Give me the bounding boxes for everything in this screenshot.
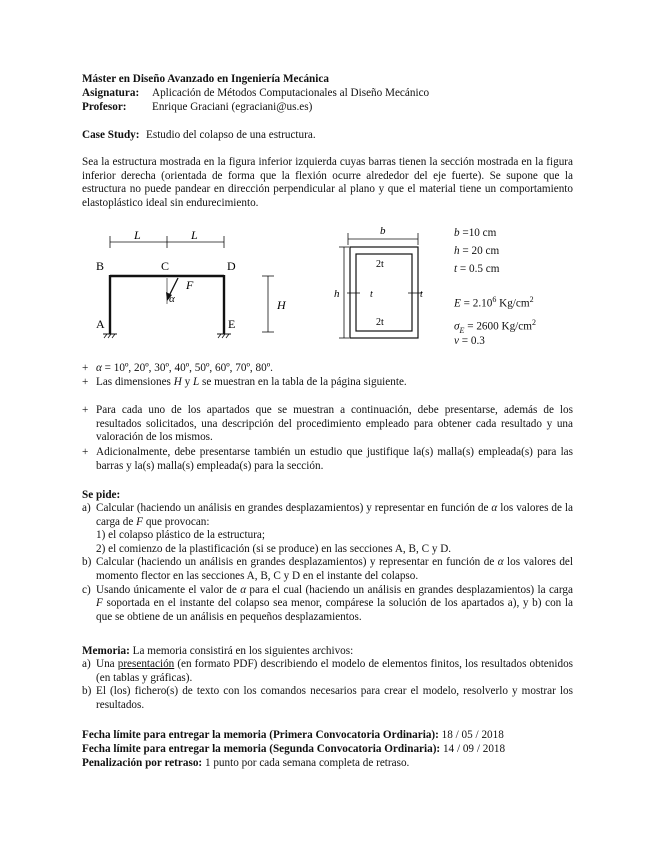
- course-title: Máster en Diseño Avanzado en Ingeniería Mecánica: [82, 73, 329, 85]
- force-label: F: [186, 278, 194, 292]
- bullet-mesh: + Adicionalmente, debe presentarse también un estudio que justifique la(s) malla(s) empleada(s) para las barras y la(s) malla(s) empleada(s) para la sección.: [82, 446, 573, 472]
- dim-h-label: h: [334, 288, 340, 300]
- node-A: A: [96, 317, 105, 331]
- support-E-icon: [217, 334, 231, 338]
- intro-paragraph: Sea la estructura mostrada en la figura inferior izquierda cuyas barras tienen la sección mostrada en la figura inferior derecha (orientada de forma que la flexión ocurre alrededor del eje fuerte). Se supone que la estructura no puede pandear en dirección perpendicular al plano y que el material tiene un comportamiento elastoplástico ideal sin endurecimiento.: [82, 156, 573, 209]
- deadline-second: Fecha límite para entregar la memoria (Segunda Convocatoria Ordinaria): 14 / 09 / 2018: [82, 743, 506, 755]
- case-study-value: Estudio del colapso de una estructura.: [146, 129, 316, 141]
- prop-h: h = 20 cm: [454, 245, 500, 257]
- prop-E: $E = 2.10^6$ $Kg/cm^2$: [454, 295, 534, 310]
- request-c: c) Usando únicamente el valor de α para el cual (haciendo un análisis en grandes desplazamientos) la carga F soportada en el instante del colapso sea menor, compárese la solución de los apartados a), y b) con la que se obtiene de un análisis en pequeños desplazamientos.: [82, 583, 573, 623]
- bullet-dimensions: + Las dimensiones H y L se muestran en la tabla de la página siguiente.: [82, 376, 407, 388]
- section-outer: [350, 247, 418, 338]
- prop-t: t = 0.5 cm: [454, 263, 500, 275]
- memoria-heading-row: [82, 644, 353, 658]
- alpha-label: α: [169, 293, 175, 305]
- late-penalty: Penalización por retraso: 1 punto por cada semana completa de retraso.: [82, 757, 410, 769]
- dim-L2-label: L: [191, 228, 198, 242]
- request-a-sub2: 2) el comienzo de la plastificación (si se produce) en las secciones A, B, C y D.: [96, 542, 452, 555]
- node-E: E: [228, 317, 236, 331]
- memoria-intro: La memoria consistirá en los siguientes archivos:: [129, 645, 354, 657]
- professor-label: Profesor:: [82, 101, 127, 113]
- subject-row: [82, 86, 429, 100]
- prop-sigma: $\sigma_E = 2600$ $Kg/cm^2$: [454, 318, 536, 335]
- subject-value: Aplicación de Métodos Computacionales al Diseño Mecánico: [152, 87, 430, 99]
- bullet-procedure: + Para cada uno de los apartados que se muestran a continuación, debe presentarse, además de los resultados solicitados, una descripción del procedimiento empleado para obtener cada resultado y una valoración de los mismos.: [82, 404, 573, 444]
- section-figure: [330, 222, 440, 346]
- request-a: a) Calcular (haciendo un análisis en grandes desplazamientos) y representar en función de α los valores de la carga de F que provocan: 1) el colapso plástico de la estructura; 2) el comienzo de la plastificación (si se produce) en las secciones A, B, C y D.: [82, 502, 573, 555]
- deadline-first: Fecha límite para entregar la memoria (Primera Convocatoria Ordinaria): 18 / 05 / 2018: [82, 729, 504, 741]
- memoria-list: [82, 658, 573, 712]
- case-study-row: [82, 128, 316, 142]
- prop-b: b =10 cm: [454, 227, 497, 239]
- dim-b-label: b: [380, 225, 386, 237]
- professor-value: Enrique Graciani (egraciani@us.es): [152, 101, 313, 113]
- dim-L1-label: L: [134, 228, 141, 242]
- memoria-item-b: b) El (los) fichero(s) de texto con los comandos necesarios para crear el modelo, resolverlo y mostrar los resultados.: [82, 685, 573, 711]
- support-A-icon: [103, 334, 117, 338]
- memoria-heading: Memoria:: [82, 645, 130, 657]
- bullet-alpha: + α = 10º, 20º, 30º, 40º, 50º, 60º, 70º, 80º.: [82, 362, 273, 374]
- prop-nu: ν = 0.3: [454, 335, 485, 347]
- professor-row: [82, 100, 312, 114]
- requests-heading: Se pide:: [82, 489, 121, 501]
- case-study-label: Case Study:: [82, 129, 140, 141]
- frame-figure: [90, 222, 310, 342]
- memoria-item-a: a) Una presentación (en formato PDF) describiendo el modelo de elementos finitos, los resultados obtenidos (en tablas y gráficas).: [82, 658, 574, 684]
- t-right-label: t: [420, 289, 423, 300]
- node-B: B: [96, 259, 105, 273]
- section-inner: [356, 254, 412, 331]
- requests-list: [82, 502, 573, 624]
- dim-H-label: H: [277, 298, 286, 312]
- t-bottom-label: 2t: [376, 317, 384, 328]
- t-top-label: 2t: [376, 259, 384, 270]
- request-b: b) Calcular (haciendo un análisis en grandes desplazamientos) y representar en función de α los valores del momento flector en las secciones A, B, C y D en el instante del colapso.: [82, 556, 573, 582]
- presentation-link: presentación: [117, 658, 175, 670]
- node-D: D: [227, 259, 236, 273]
- subject-label: Asignatura:: [82, 87, 140, 99]
- request-a-sub1: 1) el colapso plástico de la estructura;: [96, 529, 265, 542]
- t-left-label: t: [370, 289, 373, 300]
- node-C: C: [161, 259, 170, 273]
